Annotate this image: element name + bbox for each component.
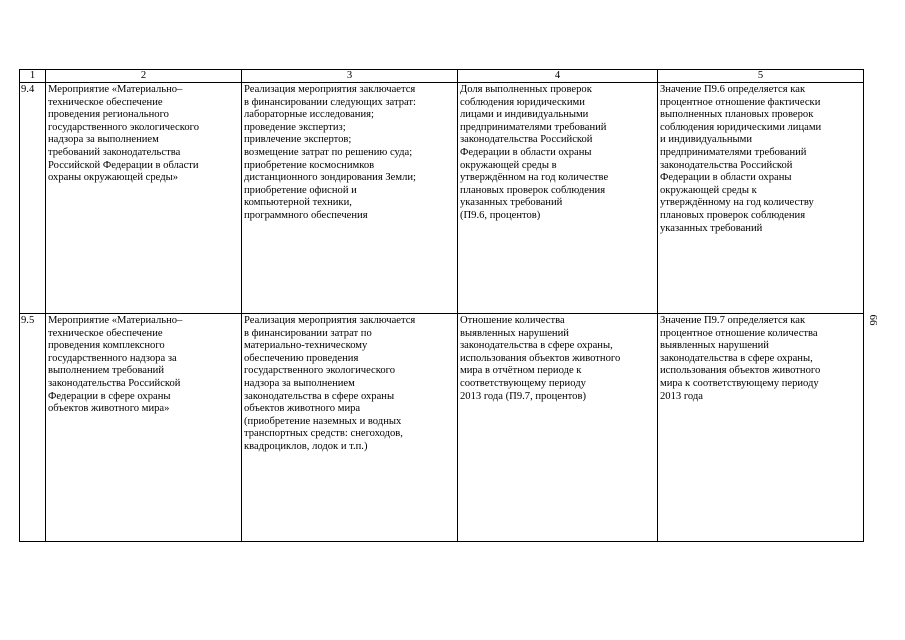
header-cell-5: 5 xyxy=(658,70,864,83)
document-table xyxy=(19,69,864,542)
indicator-cell: Отношение количества выявленных нарушений законодательства в сфере охраны, использования объектов животного мира в отчётном периоде к соответствующему периоду 2013 года (П9.7, процентов) xyxy=(458,314,658,542)
calculation-cell: Значение П9.7 определяется как процентное отношение количества выявленных нарушений законодательства в сфере охраны, использования объектов животного мира к соответствующему периоду 2013 года xyxy=(658,314,864,542)
header-cell-4: 4 xyxy=(458,70,658,83)
calculation-cell: Значение П9.6 определяется как процентное отношение фактически выполненных плановых проверок соблюдения юридическими лицами и индивидуальными предпринимателями требований законодательства Российской Федерации в области охраны окружающей среды к утверждённому на год количеству плановых проверок соблюдения указанных требований xyxy=(658,83,864,314)
page-number: 66 xyxy=(867,314,879,326)
header-cell-2: 2 xyxy=(46,70,242,83)
table-row xyxy=(20,83,864,314)
indicator-cell: Доля выполненных проверок соблюдения юридическими лицами и индивидуальными предпринимателями требований законодательства Российской Федерации в области охраны окружающей среды в утверждённом на год количестве плановых проверок соблюдения указанных требований (П9.6, процентов) xyxy=(458,83,658,314)
activity-name-cell: Мероприятие «Материально– техническое обеспечение проведения регионального государственного экологического надзора за выполнением требований законодательства Российской Федерации в области охраны окружающей среды» xyxy=(46,83,242,314)
implementation-cell: Реализация мероприятия заключается в финансировании следующих затрат: лабораторные исследования; проведение экспертиз; привлечение экспертов; возмещение затрат по решению суда; приобретение космоснимков дистанционного зондирования Земли; приобретение офисной и компьютерной техники, программного обеспечения xyxy=(242,83,458,314)
header-row xyxy=(20,70,864,83)
activity-name-cell: Мероприятие «Материально– техническое обеспечение проведения комплексного государственного надзора за выполнением требований законодательства Российской Федерации в сфере охраны объектов животного мира» xyxy=(46,314,242,542)
header-cell-1: 1 xyxy=(20,70,46,83)
table-row xyxy=(20,314,864,542)
header-cell-3: 3 xyxy=(242,70,458,83)
row-number: 9.4 xyxy=(20,83,46,314)
row-number: 9.5 xyxy=(20,314,46,542)
implementation-cell: Реализация мероприятия заключается в финансировании затрат по материально-техническому обеспечению проведения государственного экологического надзора за выполнением законодательства в сфере охраны объектов животного мира (приобретение наземных и водных транспортных средств: снегоходов, квадроциклов, лодок и т.п.) xyxy=(242,314,458,542)
